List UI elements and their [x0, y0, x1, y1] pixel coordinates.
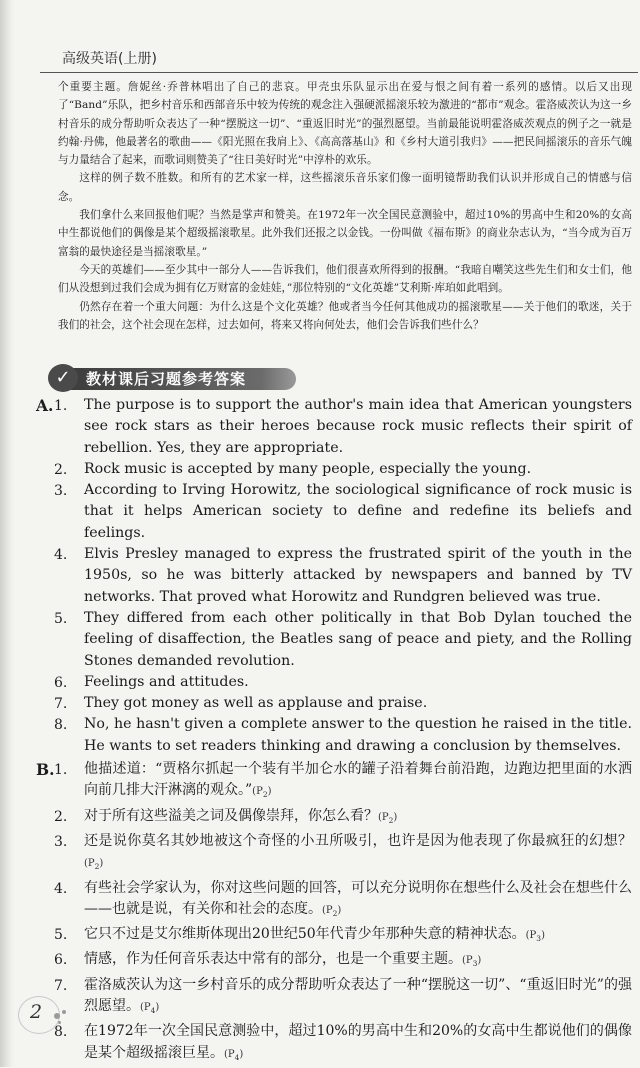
- answer-body: 对于所有这些溢美之词及偶像崇拜，你怎么看？: [84, 807, 378, 824]
- answer-item: [36, 759, 632, 806]
- page-reference: $(P_4)$: [140, 1002, 160, 1016]
- binding-shadow: [0, 0, 14, 1067]
- answer-text: [84, 1021, 632, 1068]
- answer-text: The purpose is to support the author's main idea that American youngsters see rock stars as their heroes because rock music reflects their spirit of rebellion. Yes, they are appropriate.: [84, 397, 632, 456]
- answer-number: 6.: [54, 952, 68, 969]
- answer-body: 有些社会学家认为，你对这些问题的回答，可以充分说明你在想些什么及社会在想些什么——也就是说，有关你和社会的态度。: [84, 879, 632, 917]
- page-number: 2: [30, 1001, 43, 1023]
- page-reference: $(P_4)$: [224, 1048, 244, 1062]
- passage-paragraph: 今天的英雄们——至少其中一部分人——告诉我们，他们很喜欢所得到的报酬。“我暗自嘲笑这些先生们和女士们，他们从没想到过我们会成为拥有亿万财富的金娃娃，”那位特别的“文化英雄”艾利斯·库珀如此唱到。: [58, 263, 632, 295]
- section-label-a: A.: [36, 396, 54, 415]
- answer-body: 他描述道：“贾格尔抓起一个装有半加仑水的罐子沿着舞台前沿跑，边跑边把里面的水洒向前几排大汗淋漓的观众。”: [84, 761, 632, 799]
- answer-item: [36, 672, 632, 693]
- passage-paragraph: 这样的例子数不胜数。和所有的艺术家一样，这些摇滚乐音乐家们像一面明镜帮助我们认识并形成自己的情感与信念。: [58, 172, 632, 203]
- passage-paragraph: 个重要主题。詹妮丝·乔普林唱出了自己的悲哀。甲壳虫乐队显示出在爱与恨之间有着一系列的感情。以后又出现了“Band”乐队，把乡村音乐和西部音乐中较为传统的观念注入强硬派摇滚乐较为激进的“都市”观念。霍洛威茨认为这一乡村音乐的成分帮助听众表达了一种“摆脱这一切”、“重返旧时光”的强烈愿望。当前最能说明霍洛威茨观点的例子之一就是约翰·丹佛，他最著名的歌曲——《阳光照在我肩上》、《高高落基山》和《乡村大道引我归》——把民间摇滚乐的音乐气魄与力量结合了起来，而歌词则赞美了“往日美好时光”中淳朴的欢乐。: [58, 81, 632, 167]
- answer-item: [36, 831, 632, 878]
- answer-item: [36, 608, 632, 672]
- answer-number: 3.: [54, 833, 68, 850]
- chinese-passage: [58, 78, 632, 334]
- answer-text: [84, 975, 632, 1022]
- page-reference: $(P_2)$: [252, 786, 272, 800]
- answer-item: [36, 1021, 632, 1068]
- passage-paragraph: 我们拿什么来回报他们呢？当然是掌声和赞美。在1972年一次全国民意测验中，超过10%的男高中生和20%的女高中生都说他们的偶像是某个超级摇滚歌星。此外我们还报之以金钱。一份叫做《福布斯》的商业杂志认为，“当今成为百万富翁的最快途径是当摇滚歌星。”: [58, 209, 632, 258]
- answer-text: They got money as well as applause and praise.: [84, 695, 428, 712]
- check-icon: ✓: [48, 364, 78, 392]
- header-rule: [40, 72, 638, 73]
- answer-number: 7.: [54, 696, 68, 713]
- answer-body: 在1972年一次全国民意测验中，超过10%的男高中生和20%的女高中生都说他们的偶像是某个超级摇滚巨星。: [84, 1023, 632, 1061]
- answer-text: [84, 806, 632, 831]
- answer-number: 1.: [54, 398, 68, 414]
- answer-number: 6.: [54, 674, 68, 691]
- page-reference: $(P_3)$: [525, 930, 545, 944]
- answer-text: According to Irving Horowitz, the sociological significance of rock music is that it helps American society to define and redefine its beliefs and feelings.: [84, 482, 632, 541]
- answer-item: [36, 878, 632, 925]
- answer-list: [36, 395, 632, 1068]
- answer-text: [84, 831, 632, 878]
- answer-item: [36, 459, 632, 480]
- answer-item: [36, 949, 632, 974]
- page-reference: $(P_3)$: [462, 955, 482, 969]
- answer-number: 4.: [54, 880, 68, 897]
- page-reference: $(P_2)$: [84, 858, 104, 872]
- answer-item: [36, 544, 632, 608]
- answer-body: 情感，作为任何音乐表达中常有的部分，也是一个重要主题。: [84, 951, 462, 968]
- answer-text: [84, 949, 632, 974]
- section-title: 教材课后习题参考答案: [86, 370, 247, 388]
- answer-number: 8.: [54, 1024, 68, 1041]
- answer-number: 8.: [54, 717, 68, 734]
- decor-dot: [54, 1013, 60, 1019]
- answer-text: Rock music is accepted by many people, especially the young.: [84, 460, 532, 477]
- answer-item: [36, 693, 632, 714]
- page-reference: $(P_2)$: [322, 904, 342, 918]
- answer-text: Feelings and attitudes.: [84, 673, 249, 690]
- answer-body: 霍洛威茨认为这一乡村音乐的成分帮助听众表达了一种“摆脱这一切”、“重返旧时光”的强烈愿望。: [84, 976, 632, 1015]
- decor-dot: [58, 1021, 61, 1024]
- answer-body: 还是说你莫名其妙地被这个奇怪的小丑所吸引，也许是因为他表现了你最疯狂的幻想？: [84, 832, 632, 849]
- decor-dot: [62, 1010, 66, 1014]
- answer-text: [84, 924, 632, 949]
- answer-item: [36, 975, 632, 1022]
- answer-item: [36, 714, 632, 757]
- passage-paragraph: 仍然存在着一个重大问题：为什么这是个文化英雄？他或者当今任何其他成功的摇滚歌星——关于他们的歌迷，关于我们的社会，这个社会现在怎样，过去如何，将来又将向何处去，他们会告诉我们些什么？: [58, 300, 632, 331]
- answer-number: 5.: [54, 927, 68, 944]
- page-reference: $(P_2)$: [378, 811, 398, 825]
- answer-number: 4.: [54, 547, 68, 564]
- answer-number: 2.: [54, 808, 68, 825]
- section-label-b: B.: [36, 760, 55, 780]
- answer-item: [36, 395, 632, 459]
- answer-item: [36, 480, 632, 544]
- answer-number: 3.: [54, 483, 68, 500]
- answer-body: 它只不过是艾尔维斯体现出20世纪50年代青少年那种失意的精神状态。: [84, 926, 526, 943]
- answer-text: Elvis Presley managed to express the frustrated spirit of the youth in the 1950s, so he was bitterly attacked by newspapers and banned by TV networks. That proved what Horowitz and Rundgren believed was true.: [84, 546, 632, 605]
- answer-number: 5.: [54, 610, 68, 627]
- running-head: 高级英语(上册): [62, 51, 157, 67]
- answer-item: [36, 806, 632, 831]
- answer-text: [84, 759, 632, 806]
- answer-item: [36, 924, 632, 949]
- answer-number: 1.: [54, 762, 68, 779]
- answer-number: 2.: [54, 461, 68, 478]
- answer-text: [84, 878, 632, 925]
- section-banner: [48, 366, 298, 390]
- answer-number: 7.: [54, 977, 68, 994]
- answer-text: No, he hasn't given a complete answer to the question he raised in the title. He wants to set readers thinking and drawing a conclusion by themselves.: [84, 716, 632, 754]
- answer-text: They differed from each other politically in that Bob Dylan touched the feeling of disaffection, the Beatles sang of peace and piety, and the Rolling Stones demanded revolution.: [84, 609, 632, 669]
